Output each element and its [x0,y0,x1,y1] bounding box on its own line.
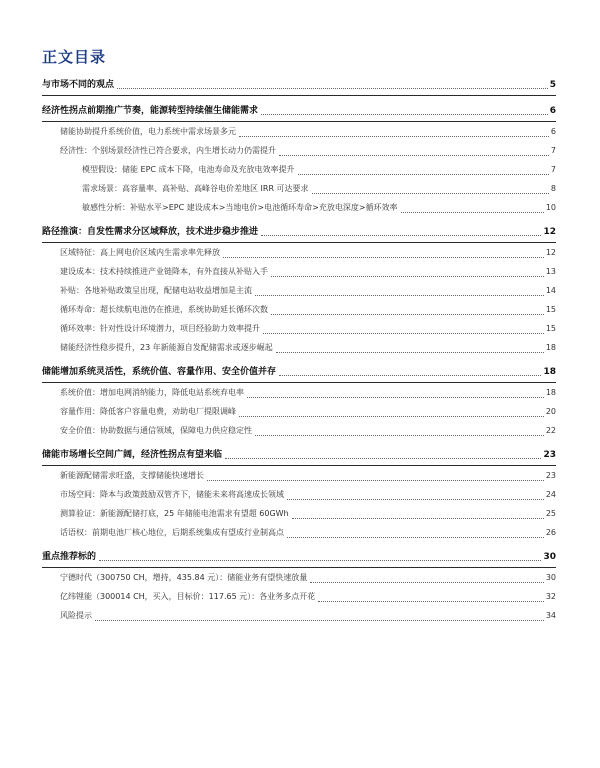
toc-subsection-entry[interactable] [42,281,556,300]
toc-page-number: 5 [549,80,556,90]
toc-entry-label: 安全价值：协助数据与通信领域，保障电力供应稳定性 [60,426,252,435]
toc-section [42,364,556,440]
toc-entry-label: 风险提示 [60,611,92,620]
toc-subsection-entry[interactable] [42,606,556,625]
toc-subsection-entry[interactable] [42,504,556,523]
toc-page-number: 10 [545,203,556,212]
toc-entry-label: 循环效率：针对性设计环境潜力，项目经验助力效率提升 [60,324,260,333]
dot-leader [271,314,544,315]
dot-leader [292,518,544,519]
toc-entry-label: 与市场不同的观点 [42,80,115,90]
dot-leader [261,235,541,236]
toc-section-entry[interactable] [42,549,556,565]
toc-page-number: 23 [543,450,556,460]
toc-entry-label: 模型假设：储能 EPC 成本下降，电池寿命及充放电效率提升 [82,165,295,174]
toc-entry-label: 新能源配储需求旺盛，支撑储能快速增长 [60,471,204,480]
toc-page-number: 18 [545,343,556,352]
toc-entry-label: 建设成本：技术持续推进产业链降本，有外直接从补贴入手 [60,267,268,276]
toc-page-number: 34 [545,611,556,620]
toc-entry-label: 路径推演：自发性需求分区域释放，技术进步稳步推进 [42,227,259,237]
toc-subsection-entry[interactable] [42,523,556,542]
toc-page-number: 20 [545,407,556,416]
dot-leader [255,435,544,436]
dot-leader [239,136,549,137]
section-divider [42,95,556,96]
toc-page-number: 7 [550,165,556,174]
toc-section [42,447,556,542]
table-of-contents [42,77,556,625]
dot-leader [318,601,544,602]
toc-subsection-entry[interactable] [42,300,556,319]
dot-leader [255,295,544,296]
toc-section [42,549,556,625]
toc-section-entry[interactable] [42,77,556,93]
toc-subsection-entry[interactable] [42,568,556,587]
dot-leader [279,375,541,376]
dot-leader [117,88,548,89]
dot-leader [247,397,544,398]
dot-leader [276,352,544,353]
toc-entry-label: 需求场景：高容量率、高补贴、高峰谷电价差地区 IRR 可达要求 [82,184,309,193]
dot-leader [279,155,549,156]
page-title: 正文目录 [42,48,107,66]
toc-page-number: 22 [545,426,556,435]
dot-leader [95,620,544,621]
toc-page-number: 13 [545,267,556,276]
toc-page-number: 25 [545,509,556,518]
toc-page-number: 24 [545,490,556,499]
dot-leader [223,257,544,258]
toc-subsection-entry[interactable] [42,402,556,421]
toc-entry-label: 敏感性分析：补贴水平>EPC 建设成本>当地电价>电池循环寿命>充放电深度>循环效率 [82,203,398,212]
dot-leader [239,416,544,417]
toc-section-entry[interactable] [42,103,556,119]
toc-subsection-entry[interactable] [42,160,556,179]
dot-leader [261,114,548,115]
toc-subsection-entry[interactable] [42,179,556,198]
toc-entry-label: 话语权：前期电池厂核心地位，后期系统集成有望成行业制高点 [60,528,284,537]
toc-subsection-entry[interactable] [42,141,556,160]
toc-page-number: 18 [543,367,556,377]
toc-section [42,77,556,96]
toc-entry-label: 测算验证：新能源配储打底，25 年储能电池需求有望超 60GWh [60,509,289,518]
dot-leader [312,193,549,194]
toc-subsection-entry[interactable] [42,485,556,504]
toc-page-number: 14 [545,286,556,295]
toc-subsection-entry[interactable] [42,383,556,402]
toc-subsection-entry[interactable] [42,122,556,141]
toc-entry-label: 容量作用：降低客户容量电费，劝助电厂提限调峰 [60,407,236,416]
toc-entry-label: 储能协助提升系统价值，电力系统中需求场景多元 [60,127,236,136]
toc-page-number: 30 [545,573,556,582]
toc-page-number: 12 [545,248,556,257]
dot-leader [298,174,549,175]
toc-entry-label: 经济性：个别场景经济性已符合要求，内生增长动力仍需提升 [60,146,276,155]
toc-entry-label: 重点推荐标的 [42,552,97,562]
toc-entry-label: 储能市场增长空间广阔，经济性拐点有望来临 [42,450,223,460]
toc-subsection-entry[interactable] [42,338,556,357]
dot-leader [225,458,541,459]
dot-leader [99,560,541,561]
toc-entry-label: 系统价值：增加电网消纳能力，降低电站系统弃电率 [60,388,244,397]
dot-leader [287,537,544,538]
toc-page-number: 7 [550,146,556,155]
toc-subsection-entry[interactable] [42,587,556,606]
toc-section-entry[interactable] [42,364,556,380]
toc-section [42,103,556,217]
toc-page-number: 32 [545,592,556,601]
dot-leader [207,480,544,481]
toc-entry-label: 储能增加系统灵活性，系统价值、容量作用、安全价值并存 [42,367,277,377]
toc-section-entry[interactable] [42,447,556,463]
toc-entry-label: 储能经济性稳步提升，23 年新能源自发配储需求或逐步崛起 [60,343,273,352]
toc-subsection-entry[interactable] [42,262,556,281]
toc-page-number: 15 [545,324,556,333]
toc-entry-label: 循环寿命：超长续航电池仍在推进，系统协助延长循环次数 [60,305,268,314]
toc-entry-label: 亿纬锂能（300014 CH，买入，目标价：117.65 元）：各业务多点开花 [60,592,316,601]
toc-page-number: 26 [545,528,556,537]
toc-section-entry[interactable] [42,224,556,240]
toc-page-number: 23 [545,471,556,480]
toc-entry-label: 宁德时代（300750 CH，增持，435.84 元）：储能业务有望快速放量 [60,573,308,582]
toc-subsection-entry[interactable] [42,421,556,440]
toc-page-number: 6 [549,106,556,116]
toc-page-number: 15 [545,305,556,314]
toc-subsection-entry[interactable] [42,198,556,217]
toc-entry-label: 补贴：各地补贴政策呈出现，配储电站收益增加是主流 [60,286,252,295]
toc-section [42,224,556,357]
toc-subsection-entry[interactable] [42,466,556,485]
toc-page-number: 30 [543,552,556,562]
dot-leader [401,212,544,213]
toc-entry-label: 经济性拐点前期推广节奏，能源转型持续催生储能需求 [42,106,259,116]
toc-subsection-entry[interactable] [42,319,556,338]
toc-entry-label: 区域特征：高上网电价区域内生需求率先释放 [60,248,220,257]
dot-leader [263,333,544,334]
dot-leader [287,499,544,500]
toc-entry-label: 市场空间：降本与政策鼓励双管齐下，储能未来将高速成长领域 [60,490,284,499]
toc-page-number: 12 [543,227,556,237]
toc-page-number: 18 [545,388,556,397]
toc-subsection-entry[interactable] [42,243,556,262]
dot-leader [310,582,544,583]
toc-page-number: 6 [550,127,556,136]
toc-page-number: 8 [550,184,556,193]
dot-leader [271,276,544,277]
